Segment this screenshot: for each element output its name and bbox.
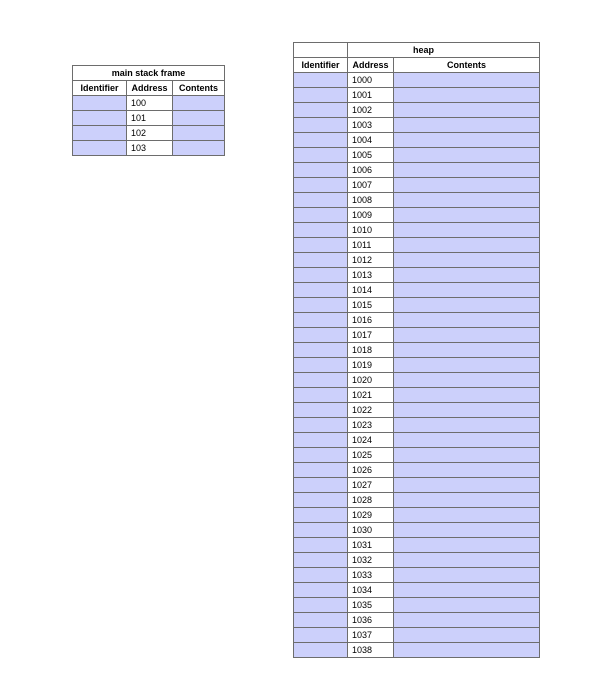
heap-address-cell: 1015 xyxy=(348,298,394,313)
heap-identifier-cell[interactable] xyxy=(294,448,348,463)
main-stack-frame-table xyxy=(72,65,225,156)
heap-contents-cell[interactable] xyxy=(394,448,540,463)
heap-address-cell: 1029 xyxy=(348,508,394,523)
heap-address-cell: 1003 xyxy=(348,118,394,133)
heap-identifier-cell[interactable] xyxy=(294,208,348,223)
heap-row xyxy=(294,583,540,598)
heap-address-cell: 1021 xyxy=(348,388,394,403)
heap-contents-cell[interactable] xyxy=(394,568,540,583)
heap-address-cell: 1013 xyxy=(348,268,394,283)
stack-row xyxy=(73,126,225,141)
heap-address-cell: 1031 xyxy=(348,538,394,553)
heap-identifier-cell[interactable] xyxy=(294,283,348,298)
heap-identifier-cell[interactable] xyxy=(294,403,348,418)
heap-address-cell: 1017 xyxy=(348,328,394,343)
heap-address-cell: 1002 xyxy=(348,103,394,118)
heap-identifier-cell[interactable] xyxy=(294,583,348,598)
stack-address-cell: 101 xyxy=(127,111,173,126)
heap-row xyxy=(294,208,540,223)
heap-contents-cell[interactable] xyxy=(394,583,540,598)
heap-header-address: Address xyxy=(348,58,394,73)
heap-contents-cell[interactable] xyxy=(394,103,540,118)
heap-identifier-cell[interactable] xyxy=(294,193,348,208)
heap-identifier-cell[interactable] xyxy=(294,433,348,448)
heap-contents-cell[interactable] xyxy=(394,643,540,658)
heap-identifier-cell[interactable] xyxy=(294,238,348,253)
heap-address-cell: 1012 xyxy=(348,253,394,268)
heap-identifier-cell[interactable] xyxy=(294,628,348,643)
heap-title-spacer-left xyxy=(294,43,348,58)
heap-address-cell: 1019 xyxy=(348,358,394,373)
stack-contents-cell[interactable] xyxy=(173,111,225,126)
heap-contents-cell[interactable] xyxy=(394,253,540,268)
stack-contents-cell[interactable] xyxy=(173,96,225,111)
heap-row xyxy=(294,433,540,448)
heap-row xyxy=(294,328,540,343)
heap-row xyxy=(294,508,540,523)
heap-address-cell: 1034 xyxy=(348,583,394,598)
stack-address-cell: 102 xyxy=(127,126,173,141)
heap-identifier-cell[interactable] xyxy=(294,643,348,658)
heap-row xyxy=(294,163,540,178)
heap-identifier-cell[interactable] xyxy=(294,418,348,433)
heap-row xyxy=(294,553,540,568)
heap-address-cell: 1014 xyxy=(348,283,394,298)
heap-row xyxy=(294,493,540,508)
heap-contents-cell[interactable] xyxy=(394,358,540,373)
heap-contents-cell[interactable] xyxy=(394,538,540,553)
heap-contents-cell[interactable] xyxy=(394,73,540,88)
heap-address-cell: 1008 xyxy=(348,193,394,208)
heap-header-row xyxy=(294,58,540,73)
heap-contents-cell[interactable] xyxy=(394,133,540,148)
heap-contents-cell[interactable] xyxy=(394,163,540,178)
heap-identifier-cell[interactable] xyxy=(294,568,348,583)
heap-row xyxy=(294,253,540,268)
stack-identifier-cell[interactable] xyxy=(73,96,127,111)
heap-identifier-cell[interactable] xyxy=(294,88,348,103)
heap-row xyxy=(294,148,540,163)
heap-contents-cell[interactable] xyxy=(394,478,540,493)
heap-row xyxy=(294,313,540,328)
heap-contents-cell[interactable] xyxy=(394,238,540,253)
heap-address-cell: 1020 xyxy=(348,373,394,388)
heap-contents-cell[interactable] xyxy=(394,343,540,358)
heap-contents-cell[interactable] xyxy=(394,193,540,208)
stack-row xyxy=(73,141,225,156)
stack-contents-cell[interactable] xyxy=(173,126,225,141)
heap-contents-cell[interactable] xyxy=(394,523,540,538)
heap-contents-cell[interactable] xyxy=(394,88,540,103)
heap-address-cell: 1011 xyxy=(348,238,394,253)
stack-header-address: Address xyxy=(127,81,173,96)
heap-contents-cell[interactable] xyxy=(394,553,540,568)
heap-identifier-cell[interactable] xyxy=(294,298,348,313)
heap-row xyxy=(294,73,540,88)
heap-identifier-cell[interactable] xyxy=(294,538,348,553)
heap-contents-cell[interactable] xyxy=(394,298,540,313)
heap-row xyxy=(294,223,540,238)
heap-row xyxy=(294,268,540,283)
heap-address-cell: 1007 xyxy=(348,178,394,193)
heap-contents-cell[interactable] xyxy=(394,313,540,328)
heap-header-contents: Contents xyxy=(394,58,540,73)
heap-row xyxy=(294,283,540,298)
heap-row xyxy=(294,358,540,373)
heap-row xyxy=(294,343,540,358)
heap-identifier-cell[interactable] xyxy=(294,313,348,328)
heap-identifier-cell[interactable] xyxy=(294,358,348,373)
stack-row xyxy=(73,96,225,111)
heap-address-cell: 1006 xyxy=(348,163,394,178)
heap-row xyxy=(294,88,540,103)
heap-contents-cell[interactable] xyxy=(394,178,540,193)
heap-address-cell: 1032 xyxy=(348,553,394,568)
heap-address-cell: 1010 xyxy=(348,223,394,238)
heap-address-cell: 1030 xyxy=(348,523,394,538)
heap-identifier-cell[interactable] xyxy=(294,598,348,613)
heap-contents-cell[interactable] xyxy=(394,208,540,223)
heap-address-cell: 1036 xyxy=(348,613,394,628)
heap-identifier-cell[interactable] xyxy=(294,388,348,403)
heap-row xyxy=(294,373,540,388)
heap-contents-cell[interactable] xyxy=(394,403,540,418)
heap-address-cell: 1023 xyxy=(348,418,394,433)
heap-row xyxy=(294,133,540,148)
heap-contents-cell[interactable] xyxy=(394,628,540,643)
heap-identifier-cell[interactable] xyxy=(294,523,348,538)
heap-row xyxy=(294,598,540,613)
heap-address-cell: 1005 xyxy=(348,148,394,163)
heap-row xyxy=(294,298,540,313)
heap-row xyxy=(294,568,540,583)
heap-row xyxy=(294,478,540,493)
heap-header-identifier: Identifier xyxy=(294,58,348,73)
heap-contents-cell[interactable] xyxy=(394,463,540,478)
heap-address-cell: 1035 xyxy=(348,598,394,613)
heap-identifier-cell[interactable] xyxy=(294,613,348,628)
heap-identifier-cell[interactable] xyxy=(294,73,348,88)
heap-address-cell: 1001 xyxy=(348,88,394,103)
heap-identifier-cell[interactable] xyxy=(294,118,348,133)
heap-row xyxy=(294,538,540,553)
stack-address-cell: 103 xyxy=(127,141,173,156)
heap-contents-cell[interactable] xyxy=(394,493,540,508)
heap-identifier-cell[interactable] xyxy=(294,343,348,358)
heap-row xyxy=(294,193,540,208)
stack-identifier-cell[interactable] xyxy=(73,111,127,126)
stack-header-contents: Contents xyxy=(173,81,225,96)
heap-row xyxy=(294,643,540,658)
heap-identifier-cell[interactable] xyxy=(294,178,348,193)
stack-title-row xyxy=(73,66,225,81)
heap-identifier-cell[interactable] xyxy=(294,478,348,493)
heap-contents-cell[interactable] xyxy=(394,268,540,283)
heap-address-cell: 1027 xyxy=(348,478,394,493)
stack-title: main stack frame xyxy=(73,66,225,81)
heap-contents-cell[interactable] xyxy=(394,598,540,613)
heap-identifier-cell[interactable] xyxy=(294,268,348,283)
heap-address-cell: 1038 xyxy=(348,643,394,658)
stack-row xyxy=(73,111,225,126)
heap-contents-cell[interactable] xyxy=(394,118,540,133)
heap-identifier-cell[interactable] xyxy=(294,133,348,148)
heap-contents-cell[interactable] xyxy=(394,283,540,298)
heap-row xyxy=(294,418,540,433)
heap-address-cell: 1025 xyxy=(348,448,394,463)
heap-identifier-cell[interactable] xyxy=(294,163,348,178)
heap-identifier-cell[interactable] xyxy=(294,373,348,388)
stack-header-row xyxy=(73,81,225,96)
heap-address-cell: 1018 xyxy=(348,343,394,358)
stack-header-identifier: Identifier xyxy=(73,81,127,96)
heap-row xyxy=(294,523,540,538)
heap-row xyxy=(294,463,540,478)
heap-row xyxy=(294,403,540,418)
heap-contents-cell[interactable] xyxy=(394,223,540,238)
heap-row xyxy=(294,628,540,643)
heap-contents-cell[interactable] xyxy=(394,418,540,433)
heap-contents-cell[interactable] xyxy=(394,328,540,343)
heap-row xyxy=(294,613,540,628)
heap-address-cell: 1022 xyxy=(348,403,394,418)
heap-contents-cell[interactable] xyxy=(394,388,540,403)
heap-identifier-cell[interactable] xyxy=(294,508,348,523)
stack-identifier-cell[interactable] xyxy=(73,141,127,156)
heap-row xyxy=(294,178,540,193)
heap-identifier-cell[interactable] xyxy=(294,463,348,478)
heap-address-cell: 1024 xyxy=(348,433,394,448)
stack-identifier-cell[interactable] xyxy=(73,126,127,141)
stack-contents-cell[interactable] xyxy=(173,141,225,156)
heap-row xyxy=(294,238,540,253)
heap-identifier-cell[interactable] xyxy=(294,553,348,568)
heap-identifier-cell[interactable] xyxy=(294,493,348,508)
heap-identifier-cell[interactable] xyxy=(294,328,348,343)
heap-address-cell: 1037 xyxy=(348,628,394,643)
heap-contents-cell[interactable] xyxy=(394,613,540,628)
heap-contents-cell[interactable] xyxy=(394,508,540,523)
heap-identifier-cell[interactable] xyxy=(294,148,348,163)
heap-table xyxy=(293,42,540,658)
heap-row xyxy=(294,448,540,463)
heap-address-cell: 1026 xyxy=(348,463,394,478)
heap-row xyxy=(294,388,540,403)
heap-address-cell: 1000 xyxy=(348,73,394,88)
heap-address-cell: 1009 xyxy=(348,208,394,223)
heap-identifier-cell[interactable] xyxy=(294,253,348,268)
heap-contents-cell[interactable] xyxy=(394,373,540,388)
heap-contents-cell[interactable] xyxy=(394,148,540,163)
heap-identifier-cell[interactable] xyxy=(294,103,348,118)
heap-address-cell: 1033 xyxy=(348,568,394,583)
heap-address-cell: 1004 xyxy=(348,133,394,148)
heap-title-row xyxy=(294,43,540,58)
heap-identifier-cell[interactable] xyxy=(294,223,348,238)
heap-title: heap xyxy=(348,43,540,58)
heap-address-cell: 1028 xyxy=(348,493,394,508)
heap-row xyxy=(294,118,540,133)
heap-address-cell: 1016 xyxy=(348,313,394,328)
heap-row xyxy=(294,103,540,118)
heap-contents-cell[interactable] xyxy=(394,433,540,448)
stack-address-cell: 100 xyxy=(127,96,173,111)
